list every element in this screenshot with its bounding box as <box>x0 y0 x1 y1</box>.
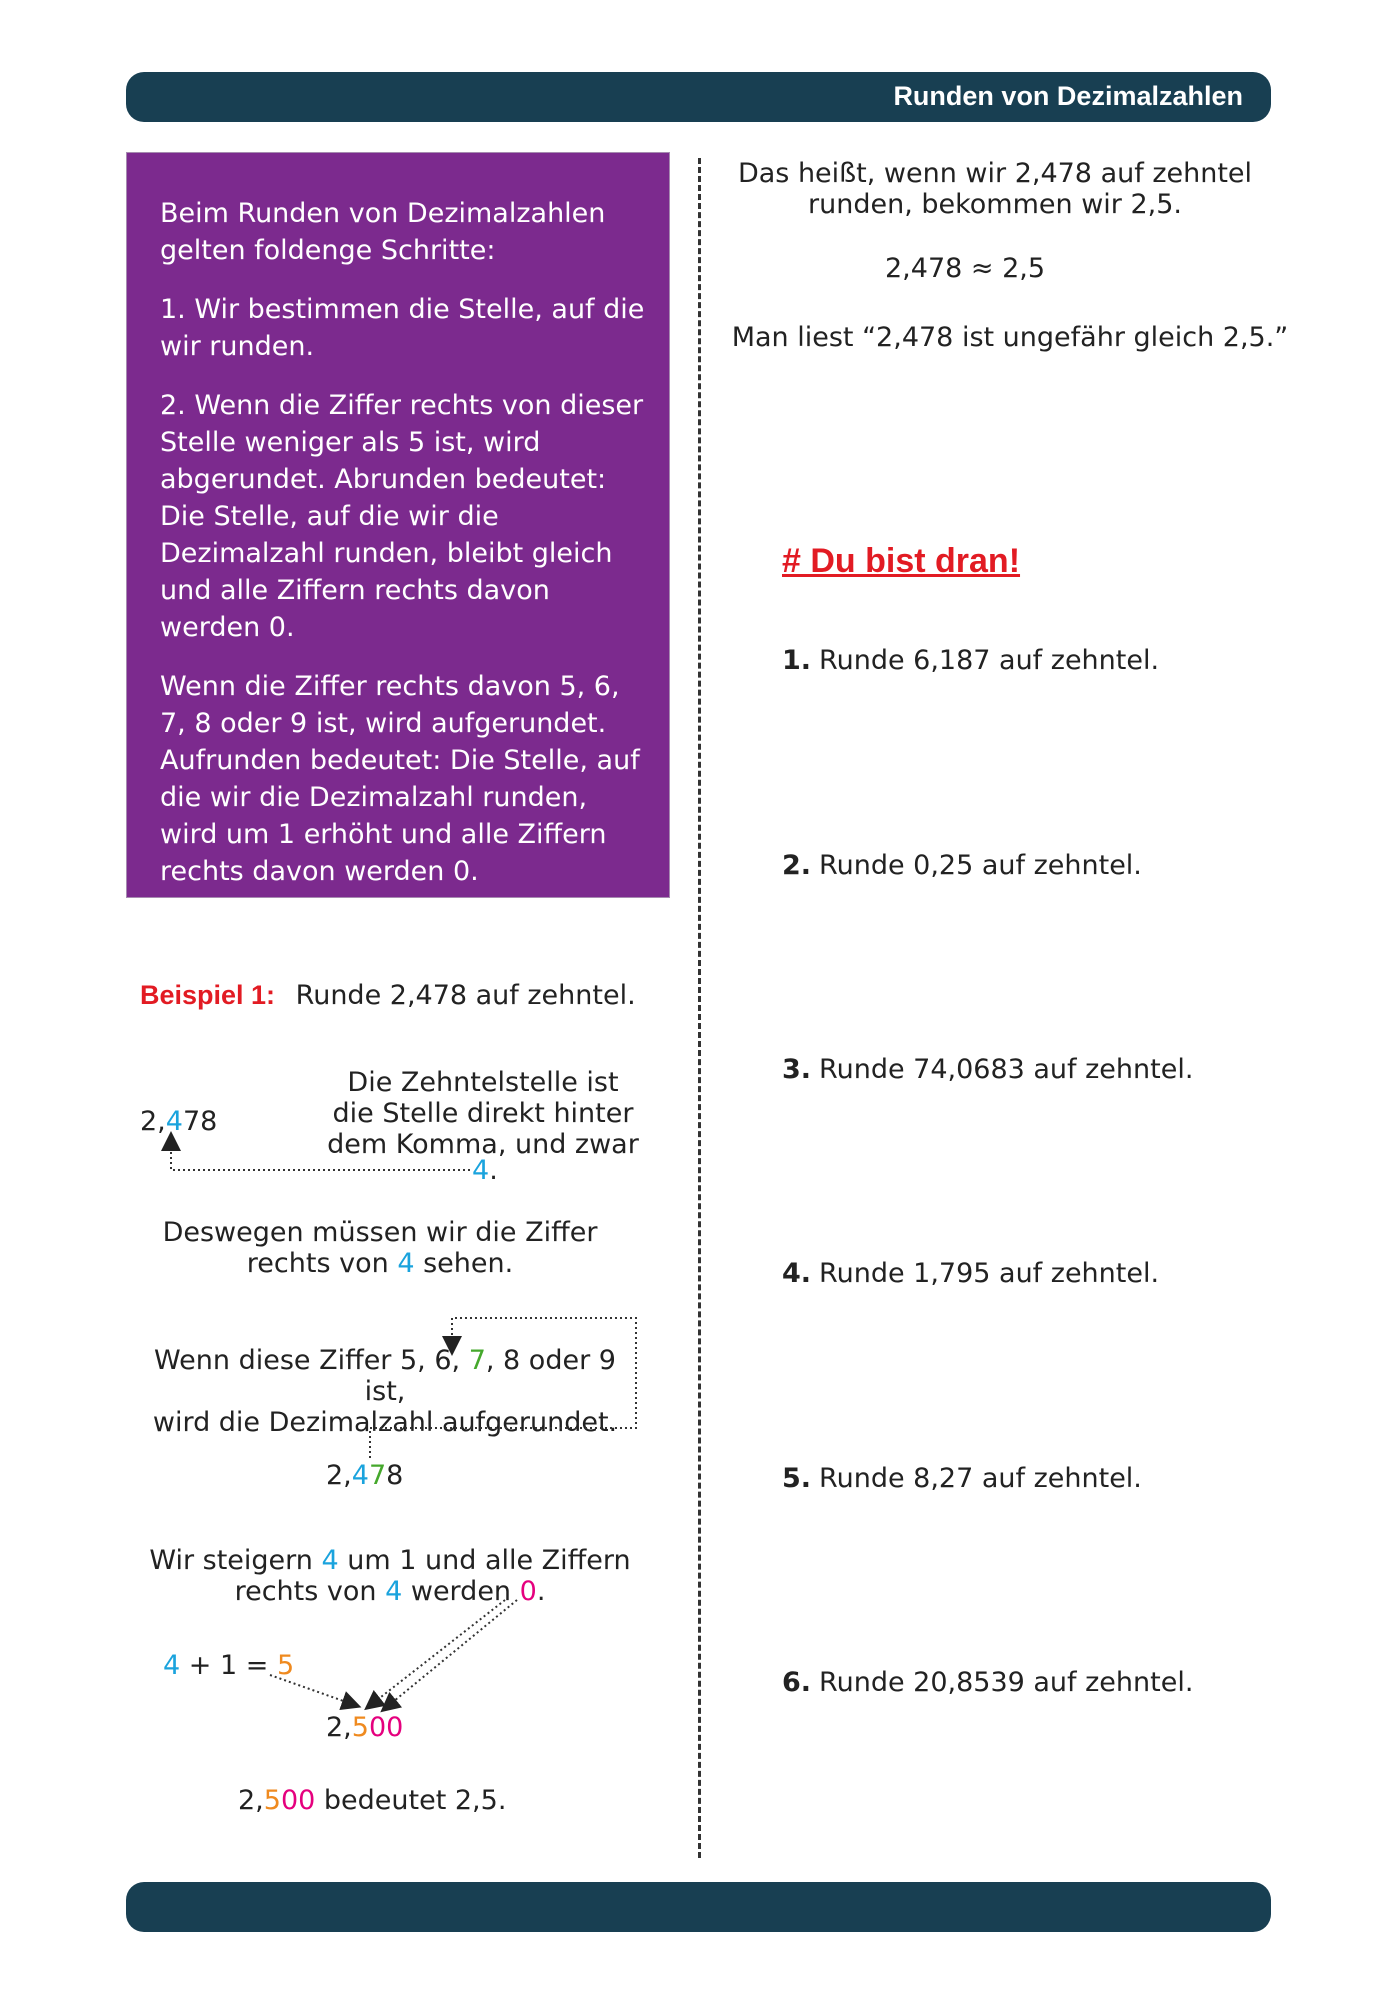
num1-part-a: 2, <box>140 1106 166 1137</box>
reading-text: Man liest “2,478 ist ungefähr gleich 2,5.” <box>731 322 1289 353</box>
cond-line-1b: , 8 oder 9 ist, <box>364 1345 616 1407</box>
approx-equation: 2,478 ≈ 2,5 <box>885 253 1046 284</box>
rules-step-2: 2. Wenn die Ziffer rechts von dieser Stelle weniger als 5 ist, wird abgerundet. Abrunden bedeutet: Die Stelle, auf die wir die Dezimalzahl runden, bleibt gleich und alle Ziffern rechts davon werden 0. <box>160 390 644 643</box>
explain-line-3: dem Komma, und zwar <box>327 1129 639 1160</box>
num1-tenths-digit: 4 <box>165 1106 183 1137</box>
num2-hundredths: 7 <box>368 1460 387 1491</box>
rules-intro: Beim Runden von Dezimalzahlen gelten foldenge Schritte: <box>160 198 606 266</box>
arrow-look-right <box>370 1318 636 1458</box>
num2-part-a: 2, <box>326 1460 352 1491</box>
inc-digit-2: 4 <box>385 1576 403 1607</box>
explain-end: . <box>489 1155 498 1186</box>
rules-round-up: Wenn die Ziffer rechts davon 5, 6, 7, 8 oder 9 ist, wird aufgerundet. Aufrunden bedeutet: Die Stelle, auf die wir die Dezimalzahl runden, wird um 1 erhöht und alle Ziffern rechts davon werden 0. <box>160 671 640 887</box>
cond-line-1a: Wenn diese Ziffer 5, 6, <box>154 1345 469 1376</box>
task-number: 5. <box>782 1463 812 1494</box>
footer-bar <box>126 1882 1271 1932</box>
inc-line-1a: Wir steigern <box>149 1545 322 1576</box>
task-number: 2. <box>782 850 812 881</box>
arrow-zero-1 <box>372 1600 505 1704</box>
rules-step-1: 1. Wir bestimmen die Stelle, auf die wir runden. <box>160 294 645 362</box>
arrow-zero-2 <box>388 1600 517 1706</box>
arrow-sum <box>270 1675 352 1704</box>
meaning-a: 2, <box>238 1785 264 1816</box>
num2-part-d: 8 <box>386 1460 404 1491</box>
task-text: Runde 74,0683 auf zehntel. <box>819 1054 1194 1085</box>
meaning-tenths: 5 <box>263 1785 281 1816</box>
task-6 <box>782 1667 1193 1698</box>
task-2 <box>782 850 1142 881</box>
num2-tenths: 4 <box>351 1460 369 1491</box>
explain-line-1: Die Zehntelstelle ist <box>347 1067 619 1098</box>
intro-line-2: runden, bekommen wir 2,5. <box>808 189 1182 220</box>
example-label: Beispiel 1: <box>140 980 276 1010</box>
header-title: Runden von Dezimalzahlen <box>893 81 1243 111</box>
task-number: 1. <box>782 645 812 676</box>
sum-op: + 1 = <box>180 1650 277 1681</box>
task-number: 6. <box>782 1667 812 1698</box>
inc-line-2c: . <box>536 1576 546 1607</box>
inc-digit-1: 4 <box>321 1545 339 1576</box>
task-number: 3. <box>782 1054 812 1085</box>
task-text: Runde 20,8539 auf zehntel. <box>819 1667 1194 1698</box>
task-text: Runde 8,27 auf zehntel. <box>819 1463 1142 1494</box>
inc-zero: 0 <box>519 1576 537 1607</box>
meaning-zeros: 00 <box>280 1785 316 1816</box>
cond-line-2: wird die Dezimalzahl aufgerundet. <box>152 1407 618 1438</box>
arrow-tenths <box>171 1141 470 1170</box>
inc-line-1b: um 1 und alle Ziffern <box>338 1545 631 1576</box>
task-number: 4. <box>782 1258 812 1289</box>
explain-digit: 4 <box>472 1155 490 1186</box>
look-line-2b: sehen. <box>414 1248 514 1279</box>
look-line-2a: rechts von <box>246 1248 398 1279</box>
task-4 <box>782 1258 1159 1289</box>
intro-text <box>730 158 1260 220</box>
result-tenths: 5 <box>351 1712 369 1743</box>
result-a: 2, <box>326 1712 352 1743</box>
sum-result: 5 <box>276 1650 295 1681</box>
meaning-rest: bedeutet 2,5. <box>315 1785 507 1816</box>
num1-part-c: 78 <box>182 1106 218 1137</box>
result-zeros: 00 <box>368 1712 404 1743</box>
task-5 <box>782 1463 1142 1494</box>
task-1 <box>782 645 1159 676</box>
task-text: Runde 1,795 auf zehntel. <box>819 1258 1160 1289</box>
inc-line-2a: rechts von <box>234 1576 386 1607</box>
your-turn-heading: # Du bist dran! <box>782 542 1021 580</box>
cond-digit: 7 <box>468 1345 486 1376</box>
explain-line-2: die Stelle direkt hinter <box>332 1098 634 1129</box>
sum-a: 4 <box>163 1650 181 1681</box>
look-line-1: Deswegen müssen wir die Ziffer <box>162 1217 598 1248</box>
task-text: Runde 6,187 auf zehntel. <box>819 645 1160 676</box>
intro-line-1: Das heißt, wenn wir 2,478 auf zehntel <box>737 158 1253 189</box>
example-task: Runde 2,478 auf zehntel. <box>295 980 636 1011</box>
inc-line-2b: werden <box>402 1576 520 1607</box>
look-digit: 4 <box>397 1248 415 1279</box>
task-3 <box>782 1054 1193 1085</box>
task-text: Runde 0,25 auf zehntel. <box>819 850 1142 881</box>
